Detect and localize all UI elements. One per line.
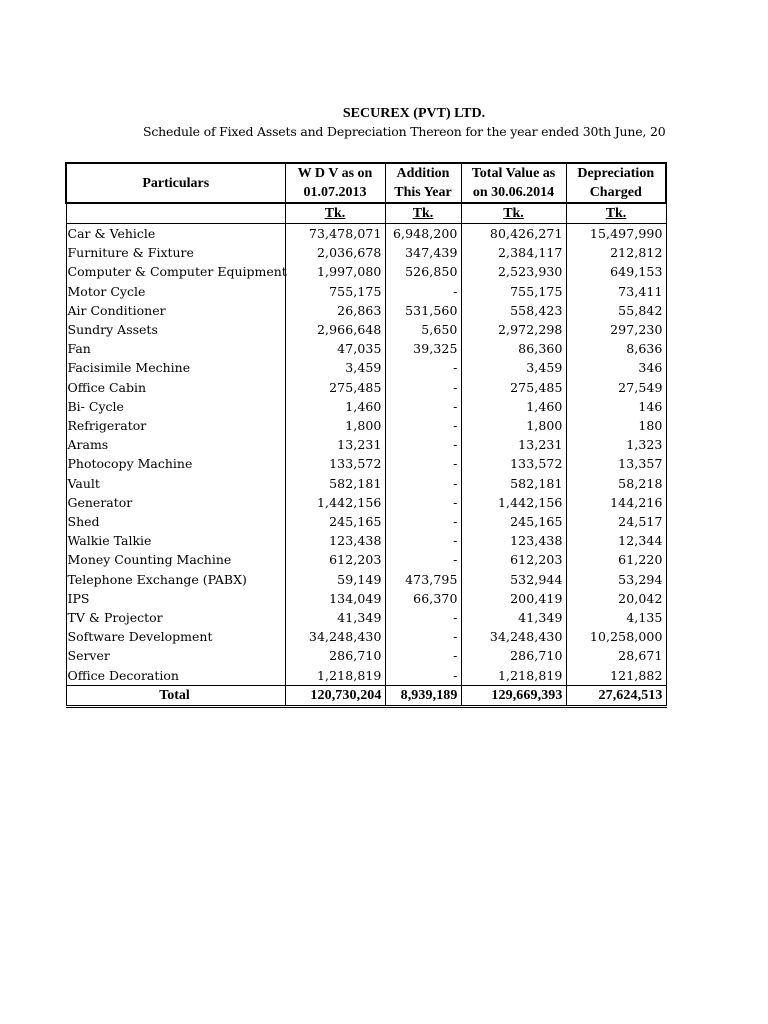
- asset-addition: -: [385, 282, 461, 301]
- header-total-value: [461, 163, 566, 203]
- table-row: [66, 570, 666, 589]
- asset-wdv: 1,800: [285, 416, 385, 435]
- asset-depreciation: 8,636: [566, 339, 666, 358]
- asset-addition: 39,325: [385, 339, 461, 358]
- asset-total-value: 245,165: [461, 512, 566, 531]
- total-depreciation: 27,624,513: [566, 685, 666, 706]
- asset-total-value: 123,438: [461, 531, 566, 550]
- asset-name: Arams: [66, 435, 285, 454]
- asset-depreciation: 15,497,990: [566, 224, 666, 244]
- asset-depreciation: 346: [566, 358, 666, 377]
- asset-name: Motor Cycle: [66, 282, 285, 301]
- asset-depreciation: 20,042: [566, 589, 666, 608]
- asset-depreciation: 146: [566, 397, 666, 416]
- asset-name: Server: [66, 646, 285, 665]
- asset-name: Air Conditioner: [66, 301, 285, 320]
- asset-total-value: 2,523,930: [461, 262, 566, 281]
- header-addition: [385, 163, 461, 203]
- table-row: [66, 262, 666, 281]
- asset-name: Money Counting Machine: [66, 550, 285, 569]
- asset-total-value: 1,800: [461, 416, 566, 435]
- asset-name: IPS: [66, 589, 285, 608]
- header-addition-line1: Addition: [396, 166, 450, 181]
- asset-wdv: 612,203: [285, 550, 385, 569]
- header-depreciation: [566, 163, 666, 203]
- asset-depreciation: 649,153: [566, 262, 666, 281]
- table-row: [66, 378, 666, 397]
- asset-depreciation: 13,357: [566, 454, 666, 473]
- schedule-subtitle: Schedule of Fixed Assets and Depreciation Thereon for the year ended 30th June, 20: [143, 124, 666, 139]
- asset-wdv: 245,165: [285, 512, 385, 531]
- header-wdv-line1: W D V as on: [297, 166, 373, 181]
- asset-wdv: 582,181: [285, 474, 385, 493]
- asset-name: Office Decoration: [66, 666, 285, 686]
- asset-wdv: 13,231: [285, 435, 385, 454]
- asset-name: Shed: [66, 512, 285, 531]
- asset-addition: -: [385, 435, 461, 454]
- asset-name: Fan: [66, 339, 285, 358]
- asset-name: Refrigerator: [66, 416, 285, 435]
- asset-addition: -: [385, 512, 461, 531]
- asset-name: TV & Projector: [66, 608, 285, 627]
- asset-addition: 347,439: [385, 243, 461, 262]
- asset-total-value: 275,485: [461, 378, 566, 397]
- asset-addition: 6,948,200: [385, 224, 461, 244]
- asset-wdv: 59,149: [285, 570, 385, 589]
- table-row: [66, 435, 666, 454]
- asset-depreciation: 73,411: [566, 282, 666, 301]
- table-row: [66, 454, 666, 473]
- asset-wdv: 275,485: [285, 378, 385, 397]
- asset-name: Furniture & Fixture: [66, 243, 285, 262]
- asset-total-value: 41,349: [461, 608, 566, 627]
- asset-wdv: 2,036,678: [285, 243, 385, 262]
- asset-depreciation: 121,882: [566, 666, 666, 686]
- asset-total-value: 86,360: [461, 339, 566, 358]
- asset-total-value: 1,218,819: [461, 666, 566, 686]
- asset-addition: -: [385, 608, 461, 627]
- table-row: [66, 282, 666, 301]
- asset-wdv: 73,478,071: [285, 224, 385, 244]
- asset-depreciation: 24,517: [566, 512, 666, 531]
- asset-name: Generator: [66, 493, 285, 512]
- asset-wdv: 1,460: [285, 397, 385, 416]
- asset-wdv: 1,218,819: [285, 666, 385, 686]
- asset-name: Photocopy Machine: [66, 454, 285, 473]
- asset-wdv: 26,863: [285, 301, 385, 320]
- table-row: [66, 531, 666, 550]
- table-row: [66, 224, 666, 244]
- asset-addition: -: [385, 378, 461, 397]
- asset-depreciation: 27,549: [566, 378, 666, 397]
- header-wdv-line2: 01.07.2013: [303, 185, 367, 200]
- table-row: [66, 301, 666, 320]
- asset-wdv: 134,049: [285, 589, 385, 608]
- asset-wdv: 1,997,080: [285, 262, 385, 281]
- header-row: [66, 163, 666, 203]
- header-total-line1: Total Value as: [471, 166, 556, 181]
- asset-addition: 531,560: [385, 301, 461, 320]
- asset-name: Bi- Cycle: [66, 397, 285, 416]
- asset-addition: -: [385, 358, 461, 377]
- asset-wdv: 2,966,648: [285, 320, 385, 339]
- header-dep-line1: Depreciation: [577, 166, 655, 181]
- header-total-line2: on 30.06.2014: [472, 185, 555, 200]
- table-row: [66, 666, 666, 686]
- currency-row: [66, 203, 666, 224]
- asset-addition: 66,370: [385, 589, 461, 608]
- table-row: [66, 397, 666, 416]
- asset-total-value: 3,459: [461, 358, 566, 377]
- asset-name: Walkie Talkie: [66, 531, 285, 550]
- asset-name: Software Development: [66, 627, 285, 646]
- asset-depreciation: 53,294: [566, 570, 666, 589]
- total-value: 129,669,393: [461, 685, 566, 706]
- asset-depreciation: 10,258,000: [566, 627, 666, 646]
- asset-total-value: 13,231: [461, 435, 566, 454]
- currency-depreciation: Tk.: [566, 203, 666, 224]
- asset-depreciation: 1,323: [566, 435, 666, 454]
- table-row: [66, 474, 666, 493]
- asset-depreciation: 55,842: [566, 301, 666, 320]
- table-row: [66, 512, 666, 531]
- asset-name: Office Cabin: [66, 378, 285, 397]
- table-row: [66, 358, 666, 377]
- asset-addition: -: [385, 397, 461, 416]
- header-wdv: [285, 163, 385, 203]
- asset-addition: -: [385, 646, 461, 665]
- asset-depreciation: 4,135: [566, 608, 666, 627]
- table-row: [66, 243, 666, 262]
- asset-addition: -: [385, 627, 461, 646]
- table-row: [66, 646, 666, 665]
- asset-depreciation: 212,812: [566, 243, 666, 262]
- asset-depreciation: 28,671: [566, 646, 666, 665]
- table-row: [66, 493, 666, 512]
- asset-depreciation: 58,218: [566, 474, 666, 493]
- asset-name: Facisimile Mechine: [66, 358, 285, 377]
- table-row: [66, 320, 666, 339]
- asset-wdv: 34,248,430: [285, 627, 385, 646]
- table-row: [66, 608, 666, 627]
- asset-depreciation: 144,216: [566, 493, 666, 512]
- asset-depreciation: 61,220: [566, 550, 666, 569]
- asset-rows: [66, 224, 666, 686]
- table-row: [66, 627, 666, 646]
- asset-addition: 473,795: [385, 570, 461, 589]
- currency-wdv: Tk.: [285, 203, 385, 224]
- asset-total-value: 1,442,156: [461, 493, 566, 512]
- asset-total-value: 200,419: [461, 589, 566, 608]
- asset-total-value: 1,460: [461, 397, 566, 416]
- header-dep-line2: Charged: [589, 185, 642, 200]
- currency-addition: Tk.: [385, 203, 461, 224]
- asset-addition: -: [385, 550, 461, 569]
- asset-name: Telephone Exchange (PABX): [66, 570, 285, 589]
- asset-wdv: 3,459: [285, 358, 385, 377]
- asset-depreciation: 180: [566, 416, 666, 435]
- asset-total-value: 582,181: [461, 474, 566, 493]
- asset-wdv: 286,710: [285, 646, 385, 665]
- asset-total-value: 133,572: [461, 454, 566, 473]
- header-particulars: Particulars: [66, 163, 285, 203]
- currency-total: Tk.: [461, 203, 566, 224]
- asset-wdv: 1,442,156: [285, 493, 385, 512]
- asset-total-value: 2,972,298: [461, 320, 566, 339]
- asset-wdv: 47,035: [285, 339, 385, 358]
- asset-name: Vault: [66, 474, 285, 493]
- asset-addition: -: [385, 474, 461, 493]
- asset-total-value: 612,203: [461, 550, 566, 569]
- company-title: SECUREX (PVT) LTD.: [342, 106, 486, 121]
- asset-total-value: 2,384,117: [461, 243, 566, 262]
- table-row: [66, 339, 666, 358]
- asset-addition: -: [385, 666, 461, 686]
- asset-wdv: 755,175: [285, 282, 385, 301]
- asset-name: Sundry Assets: [66, 320, 285, 339]
- total-row: [66, 685, 666, 706]
- asset-total-value: 80,426,271: [461, 224, 566, 244]
- asset-wdv: 133,572: [285, 454, 385, 473]
- asset-wdv: 41,349: [285, 608, 385, 627]
- total-label: Total: [66, 685, 285, 706]
- asset-name: Computer & Computer Equipment: [66, 262, 285, 281]
- asset-addition: -: [385, 454, 461, 473]
- total-addition: 8,939,189: [385, 685, 461, 706]
- asset-total-value: 558,423: [461, 301, 566, 320]
- asset-name: Car & Vehicle: [66, 224, 285, 244]
- table-row: [66, 550, 666, 569]
- asset-depreciation: 12,344: [566, 531, 666, 550]
- asset-total-value: 286,710: [461, 646, 566, 665]
- asset-depreciation: 297,230: [566, 320, 666, 339]
- asset-addition: -: [385, 416, 461, 435]
- currency-blank: [66, 203, 285, 224]
- asset-addition: 526,850: [385, 262, 461, 281]
- asset-total-value: 532,944: [461, 570, 566, 589]
- fixed-assets-table: [65, 162, 667, 708]
- asset-total-value: 34,248,430: [461, 627, 566, 646]
- asset-wdv: 123,438: [285, 531, 385, 550]
- table-row: [66, 416, 666, 435]
- asset-addition: -: [385, 493, 461, 512]
- total-wdv: 120,730,204: [285, 685, 385, 706]
- table-row: [66, 589, 666, 608]
- header-addition-line2: This Year: [394, 185, 452, 200]
- asset-addition: 5,650: [385, 320, 461, 339]
- asset-addition: -: [385, 531, 461, 550]
- asset-total-value: 755,175: [461, 282, 566, 301]
